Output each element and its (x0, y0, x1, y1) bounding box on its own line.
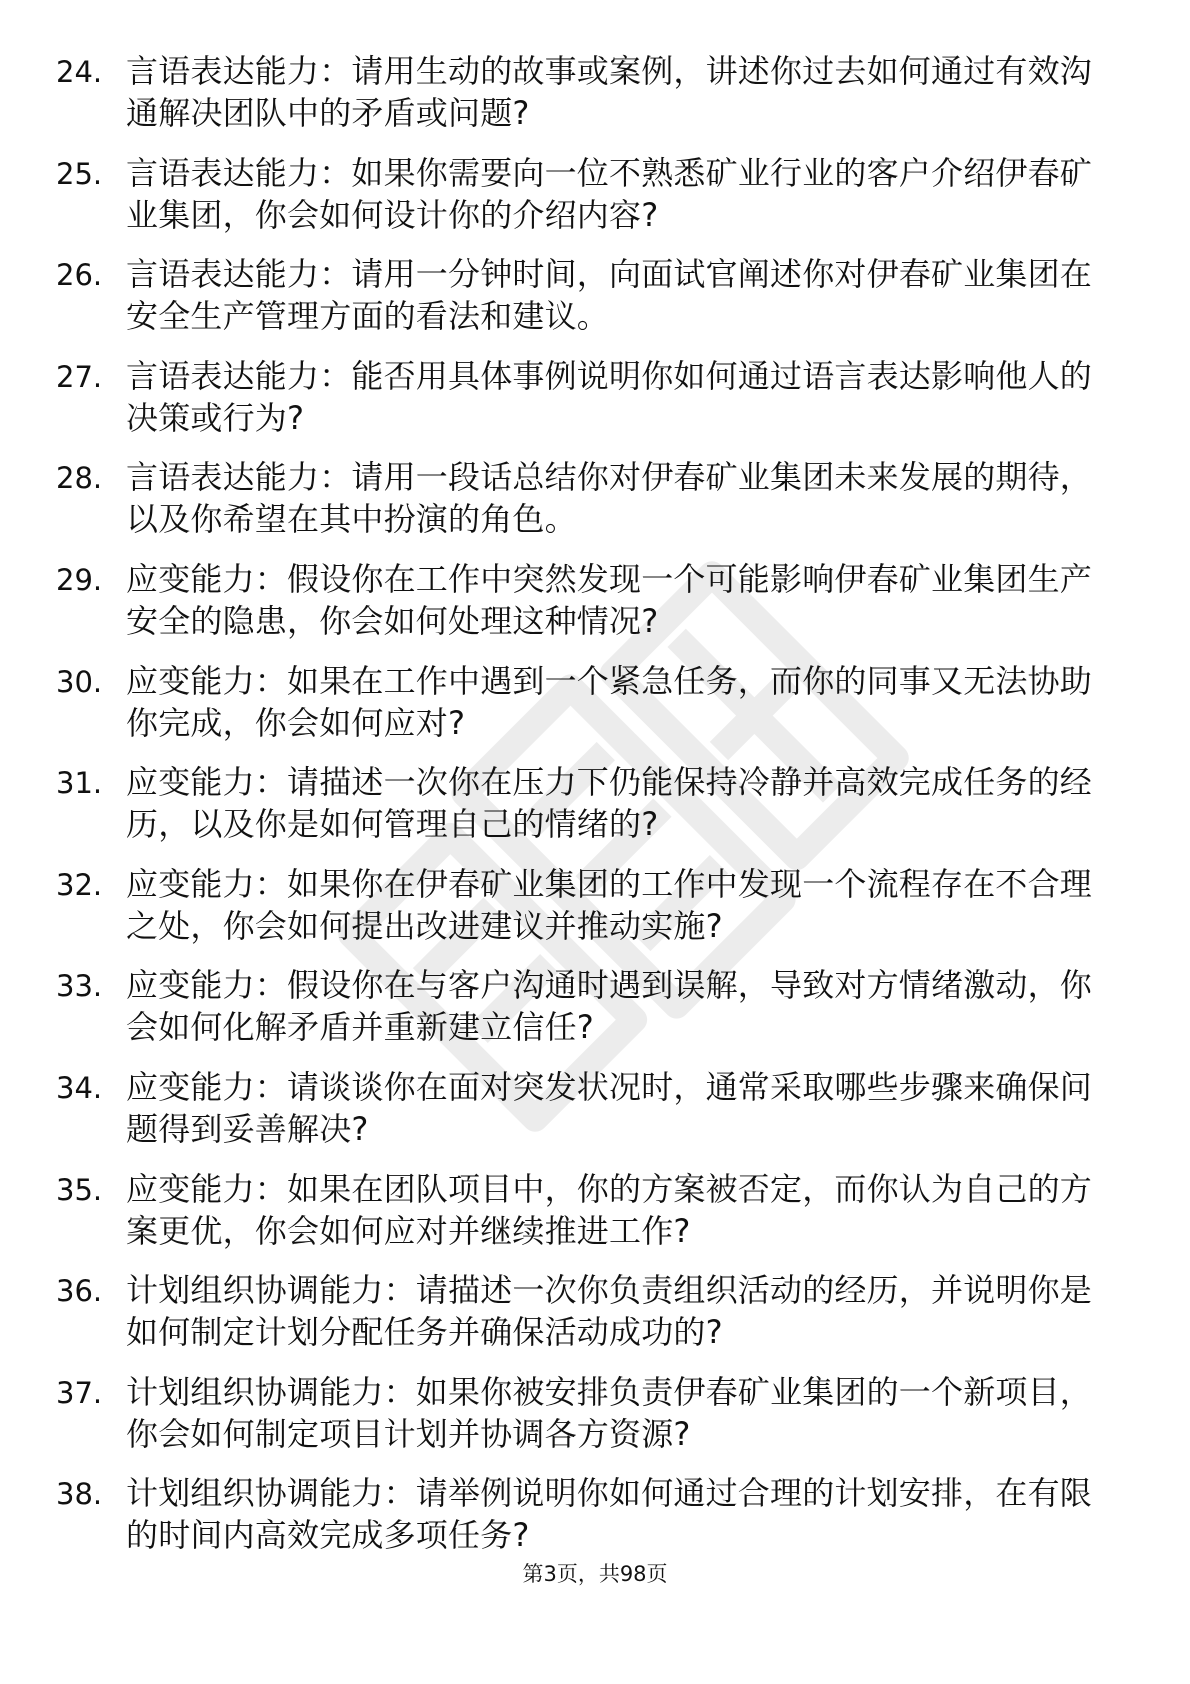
question-item (56, 1472, 1096, 1574)
question-text: 应变能力：如果你在伊春矿业集团的工作中发现一个流程存在不合理之处，你会如何提出改进建议并推动实施? (126, 864, 1093, 945)
question-number: 29. (56, 562, 103, 597)
question-text: 应变能力：如果在工作中遇到一个紧急任务，而你的同事又无法协助你完成，你会如何应对? (126, 661, 1093, 742)
question-number: 34. (56, 1070, 103, 1105)
question-number: 32. (56, 867, 103, 902)
question-number: 26. (56, 258, 103, 293)
question-text: 应变能力：请谈谈你在面对突发状况时，通常采取哪些步骤来确保问题得到妥善解决? (126, 1067, 1093, 1148)
question-text: 应变能力：请描述一次你在压力下仍能保持冷静并高效完成任务的经历，以及你是如何管理自己的情绪的? (126, 763, 1093, 844)
question-item (56, 1066, 1096, 1168)
question-item (56, 660, 1096, 762)
question-item (56, 1269, 1096, 1371)
question-number: 33. (56, 969, 103, 1004)
question-number: 24. (56, 55, 103, 89)
question-item (56, 152, 1096, 254)
question-text: 言语表达能力：请用生动的故事或案例，讲述你过去如何通过有效沟通解决团队中的矛盾或问题? (126, 52, 1093, 132)
question-item (56, 456, 1096, 558)
question-item (56, 863, 1096, 965)
question-text: 计划组织协调能力：请描述一次你负责组织活动的经历，并说明你是如何制定计划分配任务并确保活动成功的? (126, 1271, 1093, 1352)
question-number: 27. (56, 359, 103, 394)
question-number: 38. (56, 1477, 103, 1512)
question-list (56, 50, 1096, 1574)
question-text: 言语表达能力：如果你需要向一位不熟悉矿业行业的客户介绍伊春矿业集团，你会如何设计你的介绍内容? (126, 153, 1093, 234)
question-number: 37. (56, 1375, 103, 1410)
question-text: 应变能力：假设你在与客户沟通时遇到误解，导致对方情绪激动，你会如何化解矛盾并重新建立信任? (126, 966, 1093, 1047)
question-number: 30. (56, 664, 103, 699)
question-text: 计划组织协调能力：请举例说明你如何通过合理的计划安排，在有限的时间内高效完成多项任务? (126, 1474, 1093, 1555)
question-number: 35. (56, 1172, 103, 1207)
question-item (56, 761, 1096, 863)
page-footer: 第3页，共98页 (522, 1562, 668, 1586)
question-number: 36. (56, 1274, 103, 1309)
question-number: 25. (56, 156, 103, 191)
question-number: 28. (56, 461, 103, 496)
question-item (56, 1168, 1096, 1270)
question-text: 应变能力：假设你在工作中突然发现一个可能影响伊春矿业集团生产安全的隐患，你会如何处理这种情况? (126, 559, 1093, 640)
question-item (56, 964, 1096, 1066)
question-text: 言语表达能力：能否用具体事例说明你如何通过语言表达影响他人的决策或行为? (126, 356, 1093, 437)
question-item (56, 355, 1096, 457)
question-item (56, 50, 1096, 152)
question-item (56, 1371, 1096, 1473)
question-text: 言语表达能力：请用一段话总结你对伊春矿业集团未来发展的期待，以及你希望在其中扮演的角色。 (126, 458, 1093, 539)
question-text: 言语表达能力：请用一分钟时间，向面试官阐述你对伊春矿业集团在安全生产管理方面的看法和建议。 (126, 255, 1093, 336)
question-text: 计划组织协调能力：如果你被安排负责伊春矿业集团的一个新项目，你会如何制定项目计划并协调各方资源? (126, 1372, 1093, 1453)
question-number: 31. (56, 766, 103, 801)
question-item (56, 558, 1096, 660)
question-item (56, 253, 1096, 355)
question-text: 应变能力：如果在团队项目中，你的方案被否定，而你认为自己的方案更优，你会如何应对并继续推进工作? (126, 1169, 1093, 1250)
